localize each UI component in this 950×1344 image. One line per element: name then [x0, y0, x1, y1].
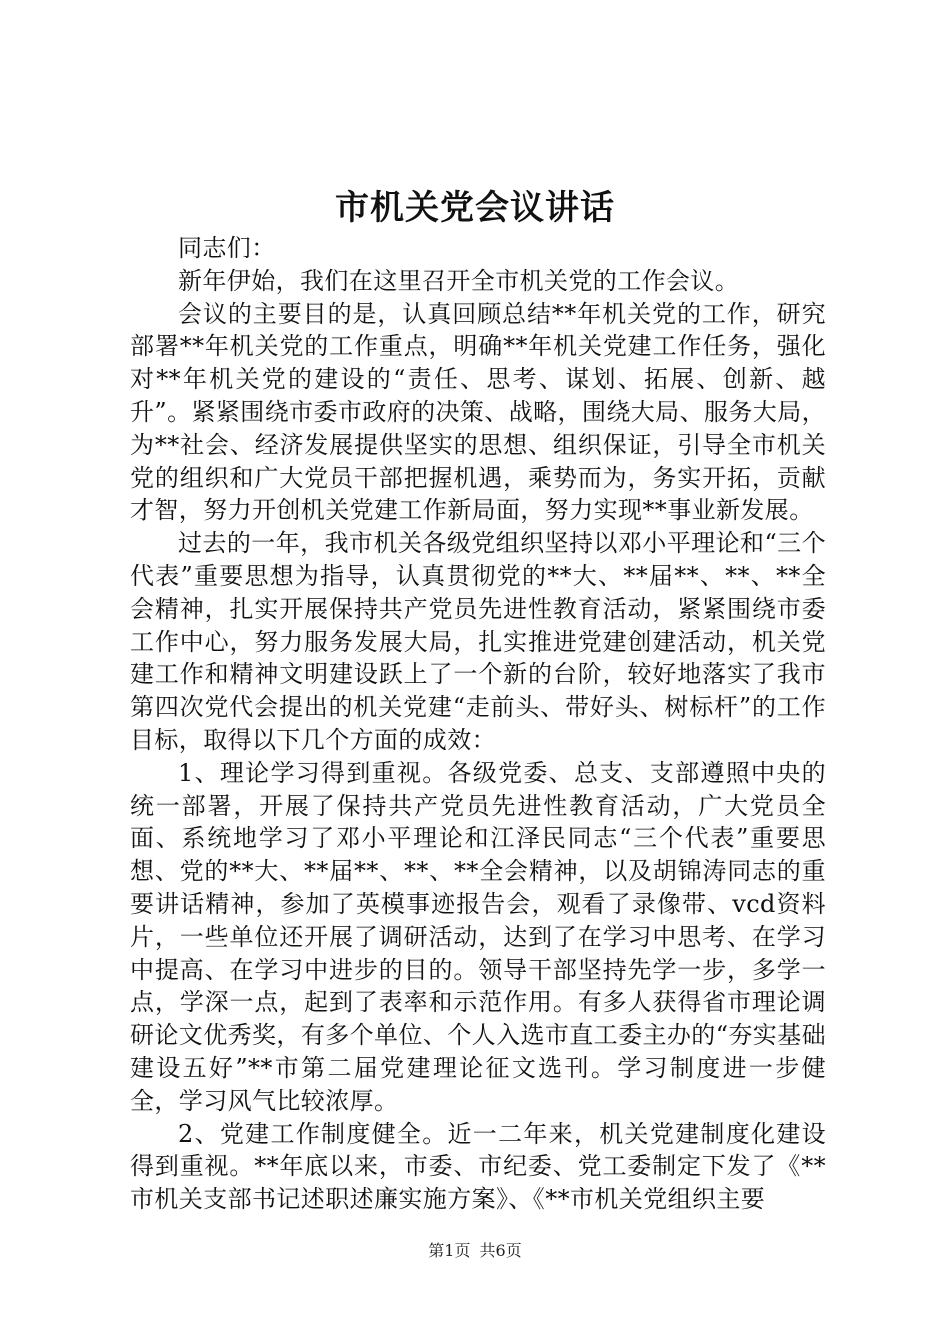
- paragraph-purpose: 会议的主要目的是，认真回顾总结**年机关党的工作，研究部署**年机关党的工作重点，明确**年机关党建工作任务，强化对**年机关党的建设的“责任、思考、谋划、拓展、创新、越升”。紧紧围绕市委市政府的决策、战略，围绕大局、服务大局，为**社会、经济发展提供坚实的思想、组织保证，引导全市机关党的组织和广大党员干部把握机遇，乘势而为，务实开拓，贡献才智，努力开创机关党建工作新局面，努力实现**事业新发展。: [130, 299, 826, 525]
- page-number: 第1页: [428, 1241, 471, 1260]
- paragraph-system-building: 2、党建工作制度健全。近一二年来，机关党建制度化建设得到重视。**年底以来，市委、市纪委、党工委制定下发了《**市机关支部书记述职述廉实施方案》、《**市机关党组织主要: [130, 1119, 826, 1214]
- page-total: 共6页: [479, 1241, 522, 1260]
- page-footer: [0, 1239, 950, 1263]
- paragraph-opening: 新年伊始，我们在这里召开全市机关党的工作会议。: [178, 266, 740, 295]
- document-title: 市机关党会议讲话: [335, 188, 615, 228]
- paragraph-theory-study: 1、理论学习得到重视。各级党委、总支、支部遵照中央的统一部署，开展了保持共产党员先进性教育活动，广大党员全面、系统地学习了邓小平理论和江泽民同志“三个代表”重要思想、党的**大、**届**、**、**全会精神，以及胡锦涛同志的重要讲话精神，参加了英模事迹报告会，观看了录像带、vcd资料片，一些单位还开展了调研活动，达到了在学习中思考、在学习中提高、在学习中进步的目的。领导干部坚持先学一步，多学一点，学深一点，起到了表率和示范作用。有多人获得省市理论调研论文优秀奖，有多个单位、个人入选市直工委主办的“夯实基础建设五好”**市第二届党建理论征文选刊。学习制度进一步健全，学习风气比较浓厚。: [130, 758, 826, 1115]
- paragraph-greeting: 同志们：: [178, 234, 276, 262]
- document-body: [130, 232, 826, 1216]
- paragraph-review: 过去的一年，我市机关各级党组织坚持以邓小平理论和“三个代表”重要思想为指导，认真贯彻党的**大、**届**、**、**全会精神，扎实开展保持共产党员先进性教育活动，紧紧围绕市委工作中心，努力服务发展大局，扎实推进党建创建活动，机关党建工作和精神文明建设跃上了一个新的台阶，较好地落实了我市第四次党代会提出的机关党建“走前头、带好头、树标杆”的工作目标，取得以下几个方面的成效：: [130, 529, 826, 754]
